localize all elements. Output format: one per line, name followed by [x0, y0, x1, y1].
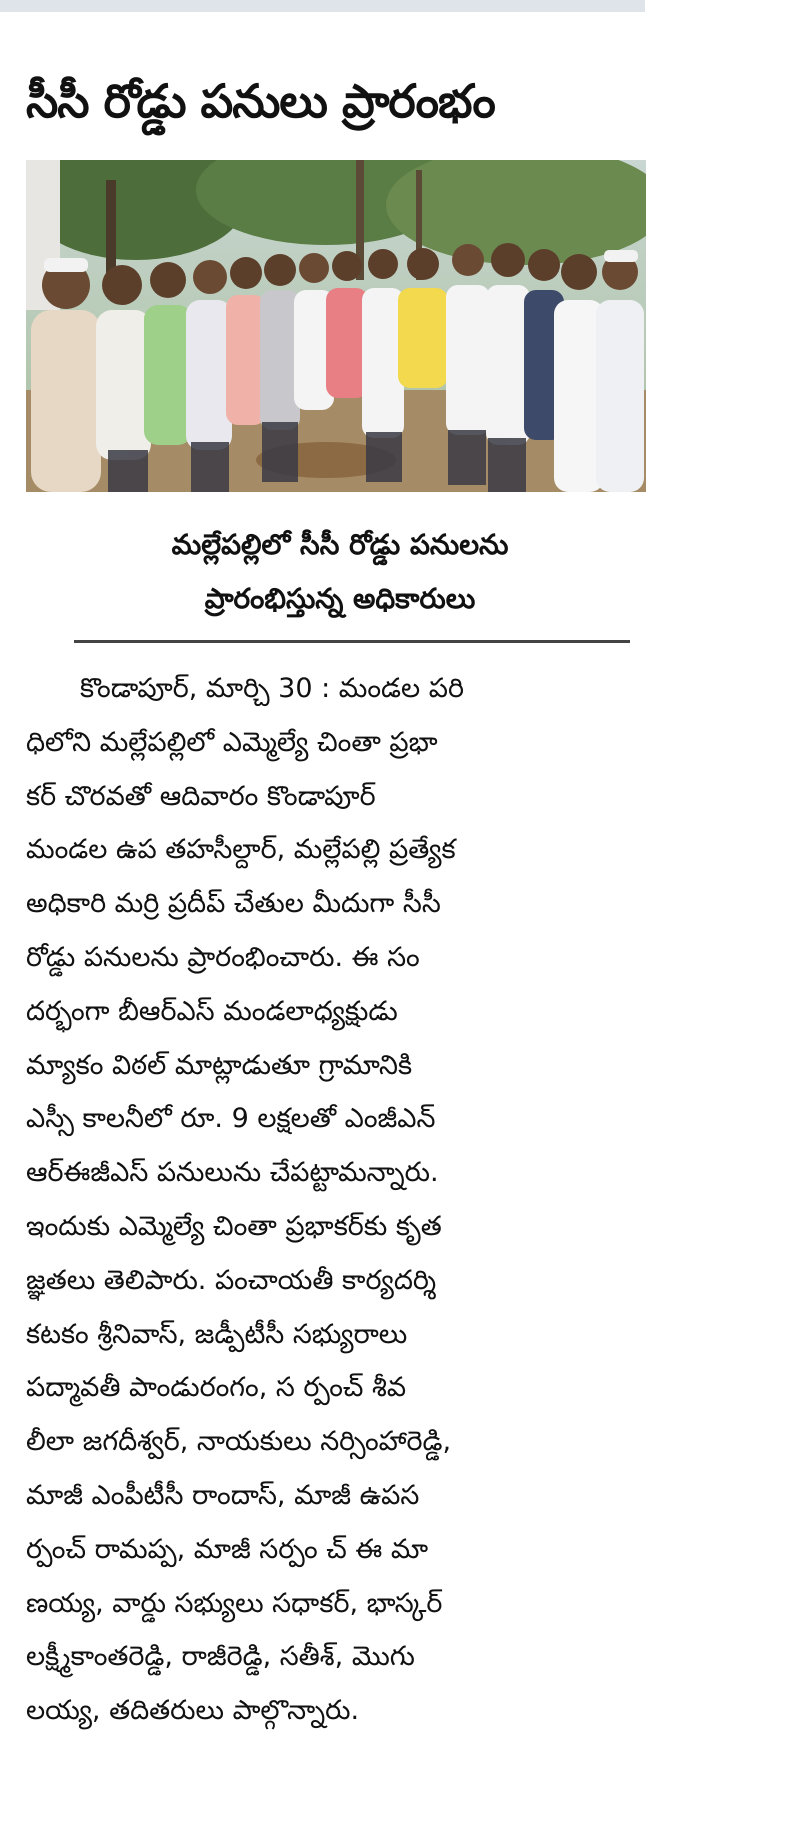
body-line: రోడ్డు పనులను ప్రారంభించారు. ఈ సం [26, 941, 420, 973]
article-headline: సీసీ రోడ్డు పనులు ప్రారంభం [26, 74, 495, 128]
body-line: అధికారి మర్రి ప్రదీప్ చేతుల మీదుగా సీసీ [26, 888, 441, 920]
body-line: మాజీ ఎంపీటీసీ రాందాస్, మాజీ ఉపస [26, 1479, 420, 1511]
caption-line-2: ప్రారంభిస్తున్న అధికారులు [204, 582, 476, 615]
body-line: లయ్య, తదితరులు పాల్గొన్నారు. [26, 1695, 360, 1727]
body-line: మ్యాకం విఠల్ మాట్లాడుతూ గ్రామానికి [26, 1049, 413, 1081]
body-line: ఆర్ఈజీఎస్ పనులును చేపట్టామన్నారు. [26, 1157, 439, 1189]
article-photo [26, 160, 646, 492]
body-line: ణయ్య, వార్డు సభ్యులు సధాకర్, భాస్కర్ [26, 1587, 443, 1619]
body-line: లీలా జగదీశ్వర్, నాయకులు నర్సింహారెడ్డి, [26, 1426, 452, 1458]
body-line: లక్ష్మీకాంతరెడ్డి, రాజీరెడ్డి, సతీశ్, మొగు [26, 1641, 415, 1673]
caption-divider [74, 640, 630, 643]
caption-line-1: మల్లేపల్లిలో సీసీ రోడ్డు పనులను [171, 528, 509, 561]
body-line: కటకం శ్రీనివాస్, జడ్పీటీసీ సభ్యురాలు [26, 1318, 408, 1350]
group-photo-illustration [26, 160, 646, 492]
body-line: దర్భంగా బీఆర్ఎస్ మండలాధ్యక్షుడు [26, 995, 398, 1027]
body-line: ఎస్సీ కాలనీలో రూ. 9 లక్షలతో ఎంజీఎన్ [26, 1103, 436, 1135]
body-line: ధిలోని మల్లేపల్లిలో ఎమ్మెల్యే చింతా ప్రభా [26, 726, 438, 758]
body-line: కర్ చొరవతో ఆదివారం కొండాపూర్ [26, 780, 376, 812]
body-line: కొండాపూర్, మార్చి 30 : మండల పరి [80, 673, 464, 704]
top-border-strip [0, 0, 645, 12]
body-line: పద్మావతీ పాండురంగం, స ర్పంచ్ శీవ [26, 1372, 407, 1404]
body-line: జ్ఞతలు తెలిపారు. పంచాయతీ కార్యదర్శి [26, 1264, 437, 1296]
body-line: ఇందుకు ఎమ్మెల్యే చింతా ప్రభాకర్‌కు కృత [26, 1210, 442, 1242]
body-line: మండల ఉప తహసీల్దార్, మల్లేపల్లి ప్రత్యేక [26, 834, 456, 866]
photo-caption [60, 518, 620, 626]
article-body [26, 662, 646, 1738]
body-line: ర్పంచ్ రామప్ప, మాజీ సర్పం చ్ ఈ మా [26, 1533, 429, 1565]
